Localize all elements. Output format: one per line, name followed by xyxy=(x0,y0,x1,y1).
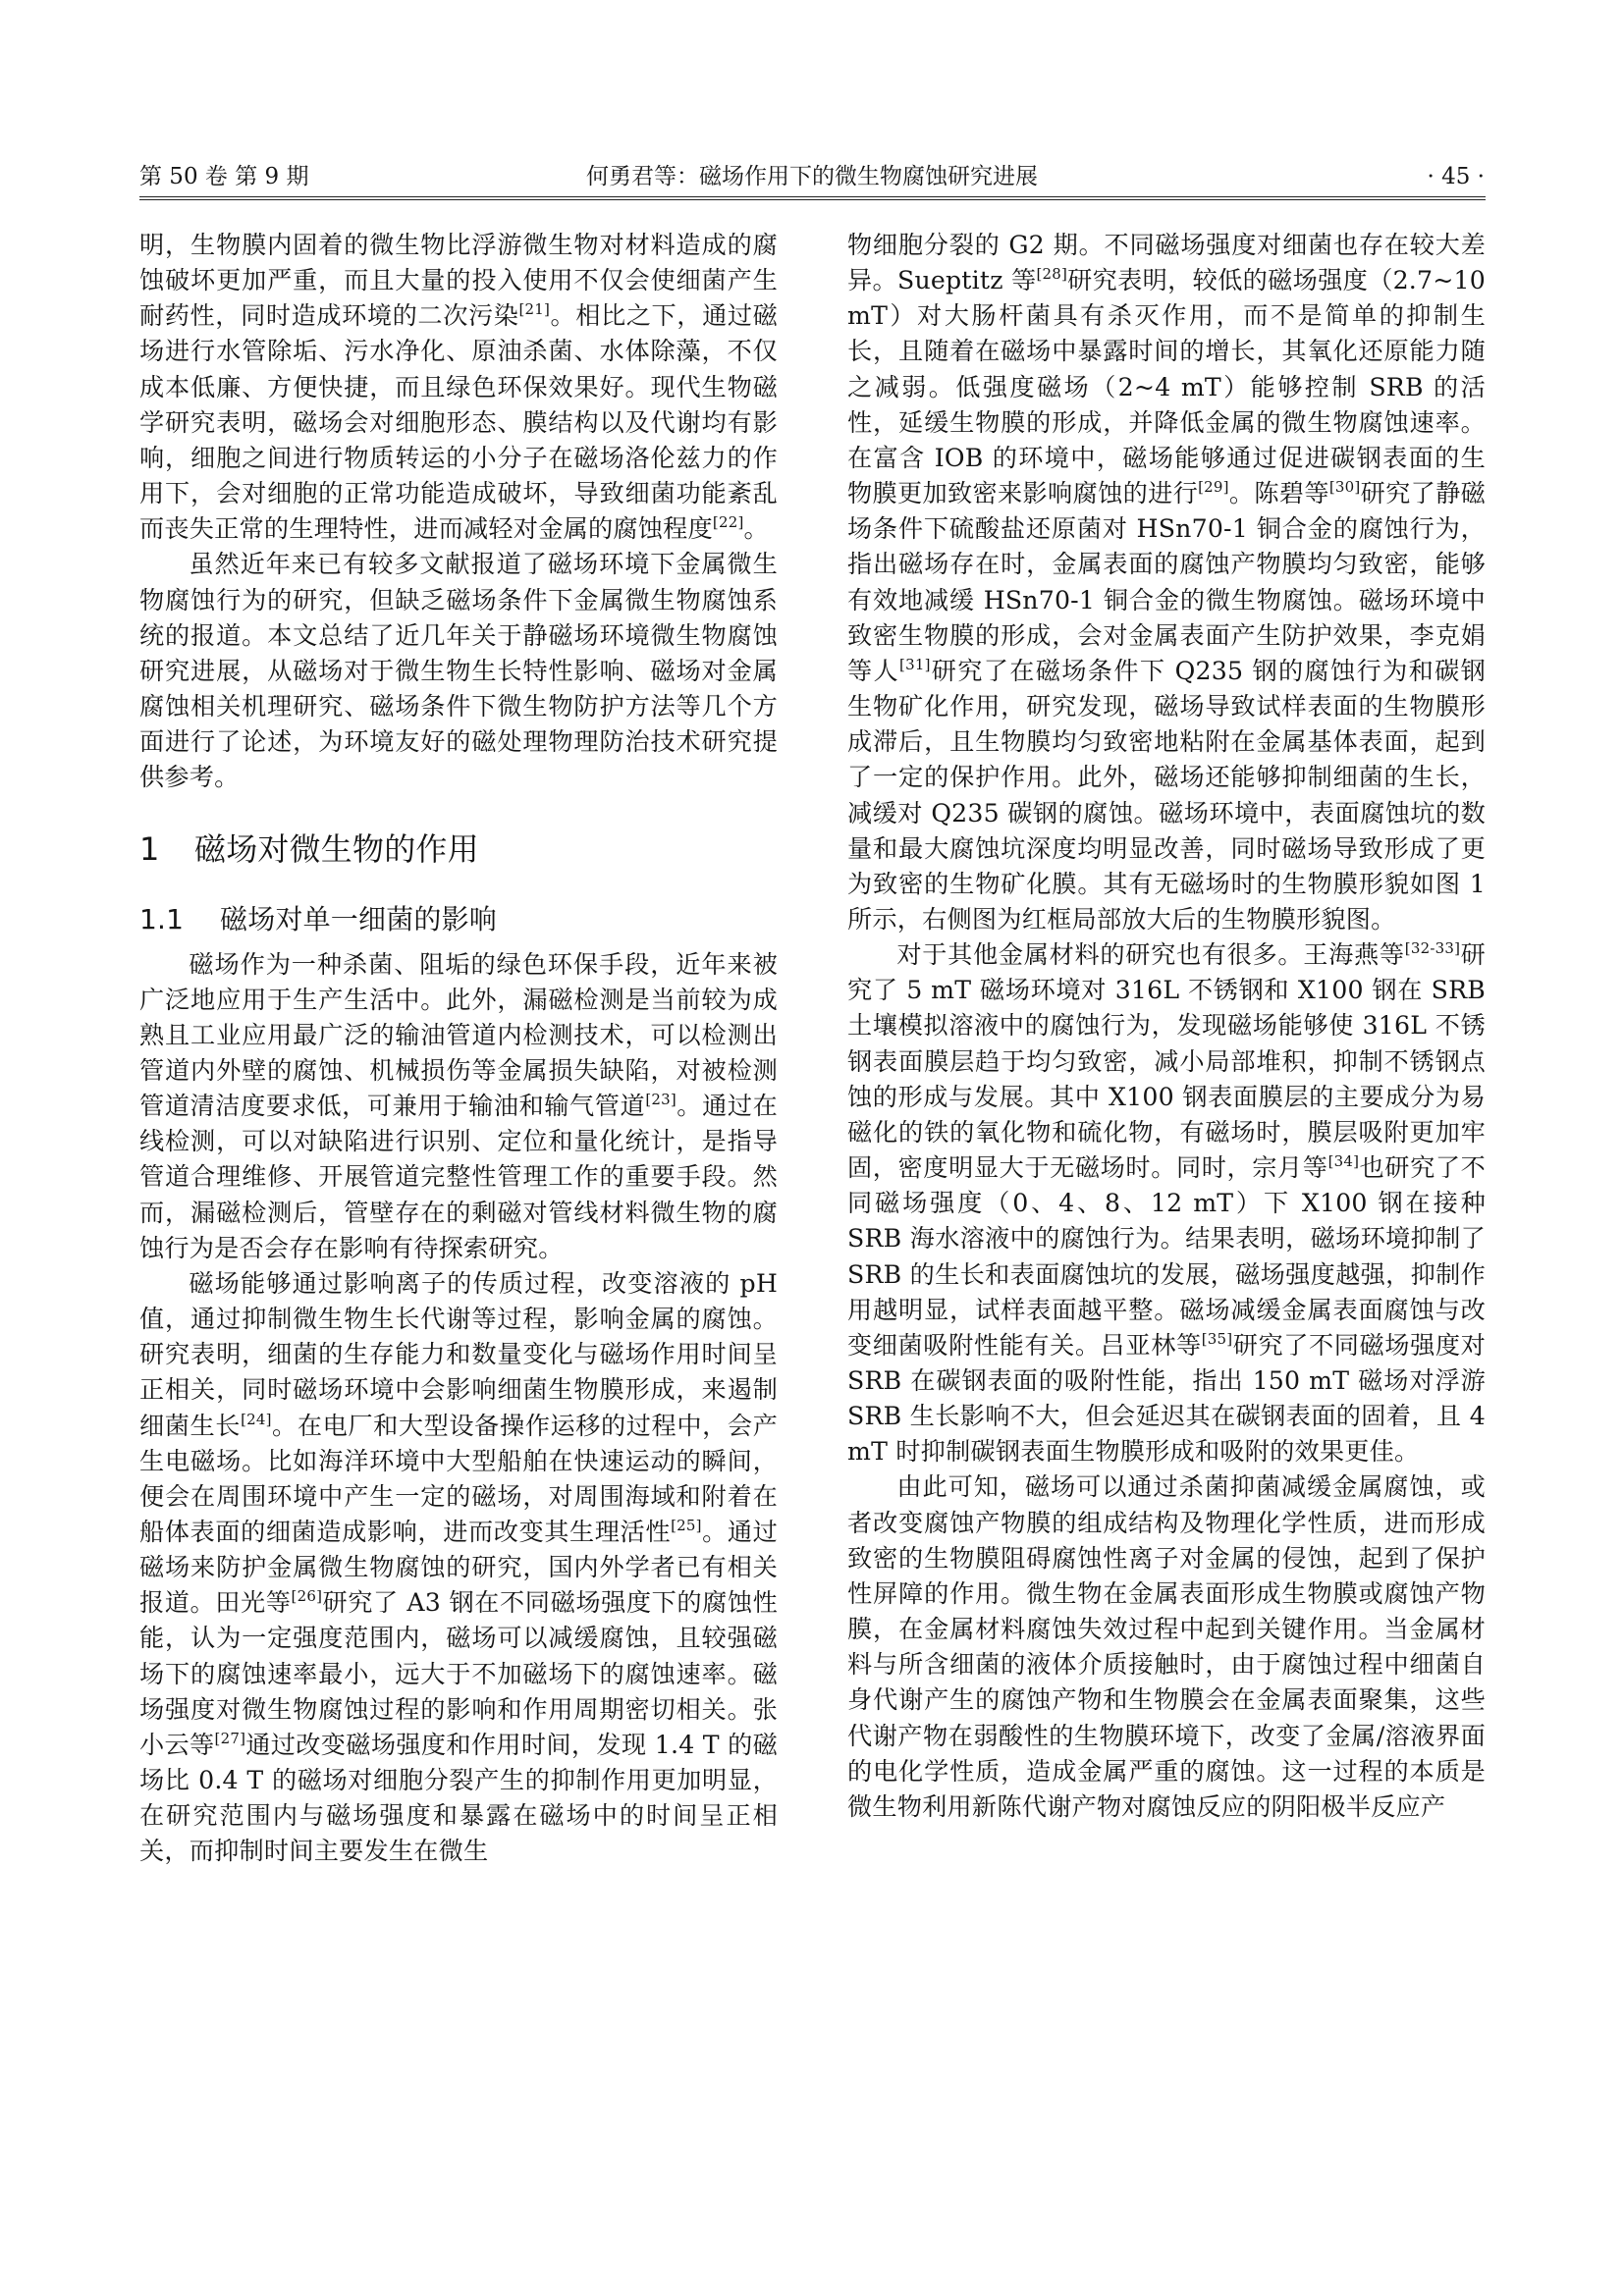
paragraph xyxy=(139,547,778,795)
header-rule-top xyxy=(139,196,1486,197)
text-run: 对于其他金属材料的研究也有很多。王海燕等 xyxy=(896,940,1405,970)
citation-ref: [22] xyxy=(712,513,744,532)
text-run: 研究了静磁场条件下硫酸盐还原菌对 HSn70-1 铜合金的腐蚀行为，指出磁场存在时，金属表面的腐蚀产物膜均匀致密，能够有效地减缓 HSn70-1 铜合金的微生物腐蚀。磁场环境中致密生物膜的形成，会对金属表面产生防护效果，李克娟等人 xyxy=(847,479,1486,685)
text-run: 磁场作为一种杀菌、阻垢的绿色环保手段，近年来被广泛地应用于生产生活中。此外，漏磁检测是当前较为成熟且工业应用最广泛的输油管道内检测技术，可以检测出管道内外壁的腐蚀、机械损伤等金属损失缺陷，对被检测管道清洁度要求低，可兼用于输油和输气管道 xyxy=(139,949,778,1121)
paragraph xyxy=(139,947,778,1266)
text-run: 。在电厂和大型设备操作运移的过程中，会产生电磁场。比如海洋环境中大型船舶在快速运动的瞬间，便会在周围环境中产生一定的磁场，对周围海域和附着在船体表面的细菌造成影响，进而改变其生理活性 xyxy=(139,1411,778,1546)
text-run: 研究了不同磁场强度对 SRB 在碳钢表面的吸附性能，指出 150 mT 磁场对浮游 SRB 生长影响不大，但会延迟其在碳钢表面的固着，且 4 mT 时抑制碳钢表面生物膜形成和吸附的效果更佳。 xyxy=(847,1330,1486,1467)
header-page-number: · 45 · xyxy=(1427,164,1485,189)
text-run: 。 xyxy=(743,514,769,544)
citation-ref: [23] xyxy=(645,1091,677,1109)
text-run: 研究了在磁场条件下 Q235 钢的腐蚀行为和碳钢生物矿化作用，研究发现，磁场导致试样表面的生物膜形成滞后，且生物膜均匀致密地粘附在金属基体表面，起到了一定的保护作用。此外，磁场还能够抑制细菌的生长，减缓对 Q235 碳钢的腐蚀。磁场环境中，表面腐蚀坑的数量和最大腐蚀坑深度均明显改善，同时磁场导致形成了更为致密的生物矿化膜。其有无磁场时的生物膜形貌如图 1 所示，右侧图为红框局部放大后的生物膜形貌图。 xyxy=(847,656,1486,934)
subsection-number: 1.1 xyxy=(139,902,185,935)
paragraph xyxy=(847,937,1486,1469)
text-run: 研究了 5 mT 磁场环境对 316L 不锈钢和 X100 钢在 SRB 土壤模拟溶液中的腐蚀行为，发现磁场能够使 316L 不锈钢表面膜层趋于均匀致密，减小局部堆积，抑制不锈钢点蚀的形成与发展。其中 X100 钢表面膜层的主要成分为易磁化的铁的氧化物和硫化物，有磁场时，膜层吸附更加牢固，密度明显大于无磁场时。同时，宗月等 xyxy=(847,940,1487,1183)
text-run: 明，生物膜内固着的微生物比浮游微生物对材料造成的腐蚀破坏更加严重，而且大量的投入使用不仅会使细菌产生耐药性，同时造成环境的二次污染 xyxy=(139,231,778,331)
text-run: 。相比之下，通过磁场进行水管除垢、污水净化、原油杀菌、水体除藻，不仅成本低廉、方便快捷，而且绿色环保效果好。现代生物磁学研究表明，磁场会对细胞形态、膜结构以及代谢均有影响，细胞之间进行物质转运的小分子在磁场洛伦兹力的作用下，会对细胞的正常功能造成破坏，导致细菌功能紊乱而丧失正常的生理特性，进而减轻对金属的腐蚀程度 xyxy=(139,301,778,544)
paragraph xyxy=(139,1266,778,1870)
citation-ref: [31] xyxy=(899,655,931,673)
citation-ref: [30] xyxy=(1328,478,1361,497)
paragraph xyxy=(847,228,1486,937)
citation-ref: [32-33] xyxy=(1404,939,1461,958)
citation-ref: [21] xyxy=(518,300,551,319)
citation-ref: [29] xyxy=(1198,478,1229,497)
section-heading xyxy=(139,828,778,871)
text-run: 。通过在线检测，可以对缺陷进行识别、定位和量化统计，是指导管道合理维修、开展管道完整性管理工作的重要手段。然而，漏磁检测后，管壁存在的剩磁对管线材料微生物的腐蚀行为是否会存在影响有待探索研究。 xyxy=(139,1092,778,1262)
text-run: 由此可知，磁场可以通过杀菌抑菌减缓金属腐蚀，或者改变腐蚀产物膜的组成结构及物理化学性质，进而形成致密的生物膜阻碍腐蚀性离子对金属的侵蚀，起到了保护性屏障的作用。微生物在金属表面形成生物膜或腐蚀产物膜，在金属材料腐蚀失效过程中起到关键作用。当金属材料与所含细菌的液体介质接触时，由于腐蚀过程中细菌自身代谢产生的腐蚀产物和生物膜会在金属表面聚集，这些代谢产物在弱酸性的生物膜环境下，改变了金属/溶液界面的电化学性质，造成金属严重的腐蚀。这一过程的本质是微生物利用新陈代谢产物对腐蚀反应的阴阳极半反应产 xyxy=(847,1472,1486,1821)
left-column xyxy=(139,228,778,1870)
text-run: 物细胞分裂的 G2 期。不同磁场强度对细菌也存在较大差异。Sueptitz 等 xyxy=(847,231,1486,295)
text-run: 。通过磁场来防护金属微生物腐蚀的研究，国内外学者已有相关报道。田光等 xyxy=(139,1518,779,1618)
header-running-title: 何勇君等：磁场作用下的微生物腐蚀研究进展 xyxy=(586,164,1038,189)
citation-ref: [34] xyxy=(1327,1152,1360,1171)
citation-ref: [26] xyxy=(291,1587,323,1606)
text-run: 也研究了不同磁场强度（0、4、8、12 mT）下 X100 钢在接种 SRB 海水溶液中的腐蚀行为。结果表明，磁场环境抑制了 SRB 的生长和表面腐蚀坑的发展，磁场强度越强，抑制作用越明显，试样表面越平整。磁场减缓金属表面腐蚀与改变细菌吸附性能有关。吕亚林等 xyxy=(847,1153,1486,1360)
right-column xyxy=(847,228,1486,1825)
paragraph xyxy=(847,1469,1486,1825)
header-volume-issue: 第 50 卷 第 9 期 xyxy=(139,164,309,189)
citation-ref: [24] xyxy=(241,1410,272,1428)
citation-ref: [27] xyxy=(214,1729,246,1747)
text-run: 研究了 A3 钢在不同磁场强度下的腐蚀性能，认为一定强度范围内，磁场可以减缓腐蚀，且较强磁场下的腐蚀速率最小，远大于不加磁场下的腐蚀速率。磁场强度对微生物腐蚀过程的影响和作用周期密切相关。张小云等 xyxy=(139,1588,779,1759)
section-title: 磁场对微生物的作用 xyxy=(194,829,479,868)
text-run: 通过改变磁场强度和作用时间，发现 1.4 T 的磁场比 0.4 T 的磁场对细胞分裂产生的抑制作用更加明显，在研究范围内与磁场强度和暴露在磁场中的时间呈正相关，而抑制时间主要发生在微生 xyxy=(139,1730,778,1866)
citation-ref: [35] xyxy=(1201,1329,1233,1348)
paragraph xyxy=(139,228,778,547)
text-run: 。陈碧等 xyxy=(1228,479,1329,508)
text-run: 研究表明，较低的磁场强度（2.7~10 mT）对大肠杆菌具有杀灭作用，而不是简单的抑制生长，且随着在磁场中暴露时间的增长，其氧化还原能力随之减弱。低强度磁场（2~4 mT）能够控制 SRB 的活性，延缓生物膜的形成，并降低金属的微生物腐蚀速率。在富含 IOB 的环境中，磁场能够通过促进碳钢表面的生物膜更加致密来影响腐蚀的进行 xyxy=(847,266,1486,508)
subsection-title: 磁场对单一细菌的影响 xyxy=(220,902,498,935)
text-run: 虽然近年来已有较多文献报道了磁场环境下金属微生物腐蚀行为的研究，但缺乏磁场条件下金属微生物腐蚀系统的报道。本文总结了近几年关于静磁场环境微生物腐蚀研究进展，从磁场对于微生物生长特性影响、磁场对金属腐蚀相关机理研究、磁场条件下微生物防护方法等几个方面进行了论述，为环境友好的磁处理物理防治技术研究提供参考。 xyxy=(139,550,778,792)
citation-ref: [28] xyxy=(1036,265,1068,284)
header-rule-bottom xyxy=(139,199,1486,200)
citation-ref: [25] xyxy=(671,1517,702,1534)
section-number: 1 xyxy=(139,829,160,868)
subsection-heading xyxy=(139,900,778,939)
text-run: 磁场能够通过影响离子的传质过程，改变溶液的 pH 值，通过抑制微生物生长代谢等过程，影响金属的腐蚀。研究表明，细菌的生存能力和数量变化与磁场作用时间呈正相关，同时磁场环境中会影响细菌生物膜形成，来遏制细菌生长 xyxy=(139,1268,778,1440)
